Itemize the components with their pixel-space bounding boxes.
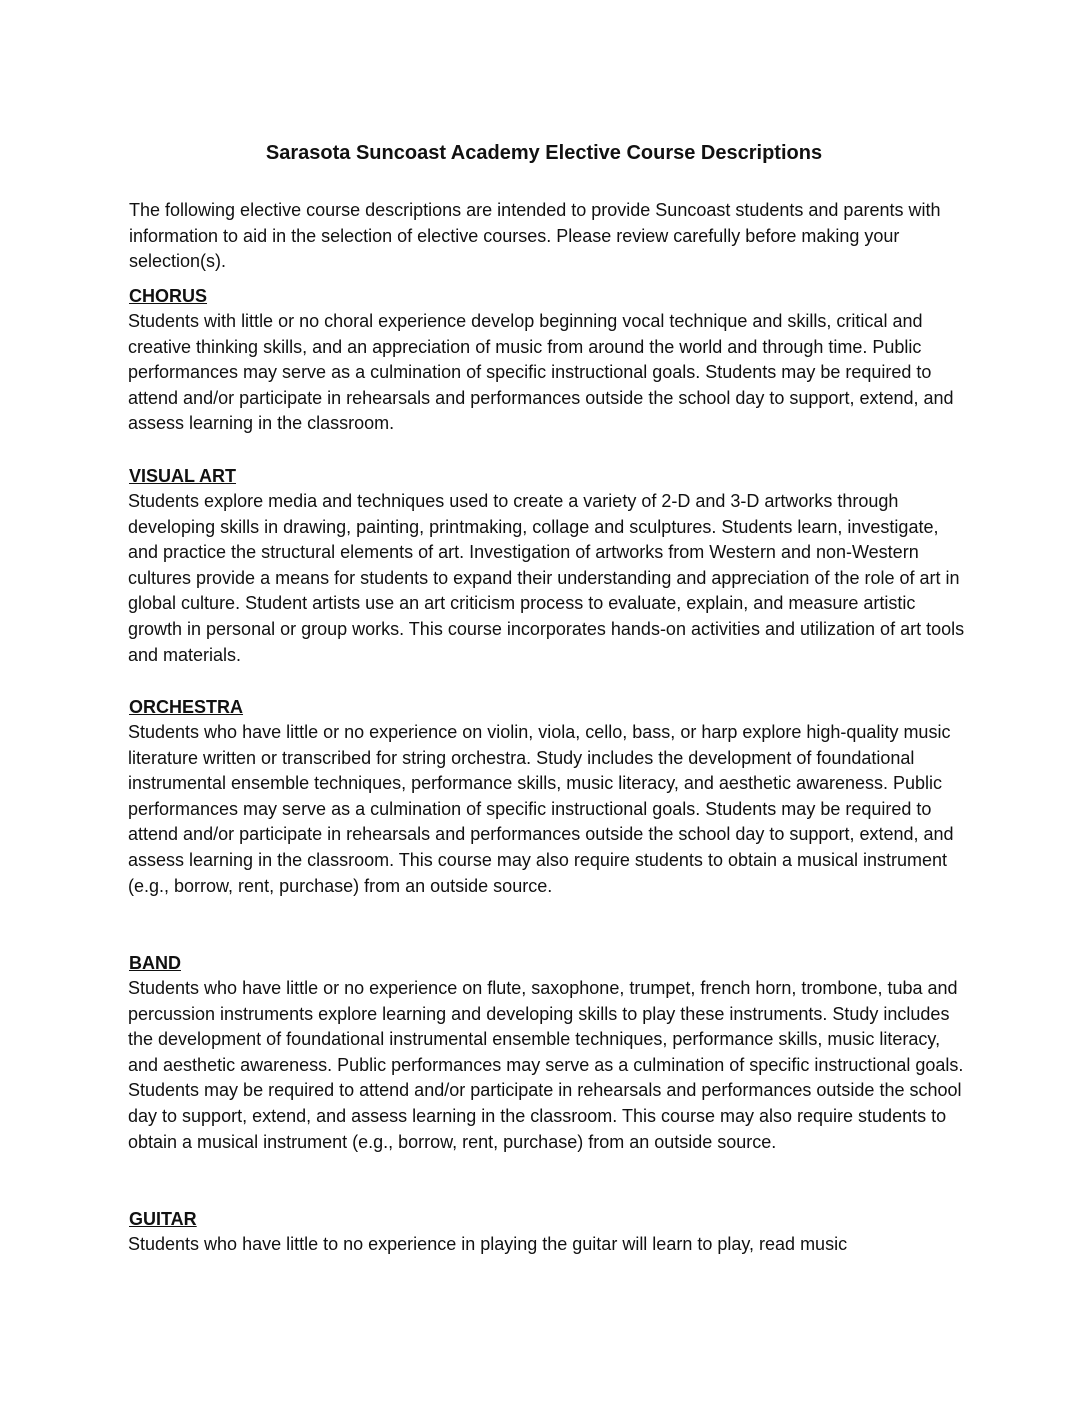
section-visual-art — [128, 464, 973, 668]
section-body: Students who have little or no experience on violin, viola, cello, bass, or harp explore high-quality music literature written or transcribed for string orchestra. Study includes the development of foundational instrumental ensemble techniques, performance skills, music literacy, and aesthetic awareness. Public performances may serve as a culmination of specific instructional goals. Students may be required to attend and/or participate in rehearsals and performances outside the school day to support, extend, and assess learning in the classroom. This course may also require students to obtain a musical instrument (e.g., borrow, rent, purchase) from an outside source. — [128, 722, 954, 896]
section-body: Students who have little to no experience in playing the guitar will learn to play, read music — [128, 1234, 848, 1254]
section-heading: VISUAL ART — [129, 466, 237, 486]
section-heading: CHORUS — [129, 286, 208, 306]
section-chorus — [128, 284, 973, 437]
section-body: Students who have little or no experience on flute, saxophone, trumpet, french horn, trombone, tuba and percussion instruments explore learning and developing skills to play these instruments. Study includes the development of foundational instrumental ensemble techniques, performance skills, music literacy, and aesthetic awareness. Public performances may serve as a culmination of specific instructional goals. Students may be required to attend and/or participate in rehearsals and performances outside the school day to support, extend, and assess learning in the classroom. This course may also require students to obtain a musical instrument (e.g., borrow, rent, purchase) from an outside source. — [128, 978, 964, 1152]
section-heading: BAND — [129, 953, 181, 973]
section-body: Students explore media and techniques used to create a variety of 2-D and 3-D artworks through developing skills in drawing, painting, printmaking, collage and sculptures. Students learn, investigate, and practice the structural elements of art. Investigation of artworks from Western and non-Western cultures provide a means for students to expand their understanding and appreciation of the role of art in global culture. Student artists use an art criticism process to evaluate, explain, and measure artistic growth in personal or group works. This course incorporates hands-on activities and utilization of art tools and materials. — [128, 491, 965, 665]
section-guitar — [128, 1207, 973, 1258]
section-body: Students with little or no choral experience develop beginning vocal technique and skills, critical and creative thinking skills, and an appreciation of music from around the world and through time. Public performances may serve as a culmination of specific instructional goals. Students may be required to attend and/or participate in rehearsals and performances outside the school day to support, extend, and assess learning in the classroom. — [128, 311, 954, 434]
section-band — [128, 951, 973, 1155]
section-heading: ORCHESTRA — [129, 697, 244, 717]
page-title: Sarasota Suncoast Academy Elective Course Descriptions — [265, 142, 823, 165]
section-orchestra — [128, 695, 973, 899]
section-heading: GUITAR — [129, 1209, 197, 1229]
intro-paragraph: The following elective course descriptions are intended to provide Suncoast students and parents with information to aid in the selection of elective courses. Please review carefully before making your selection(s). — [129, 200, 941, 271]
